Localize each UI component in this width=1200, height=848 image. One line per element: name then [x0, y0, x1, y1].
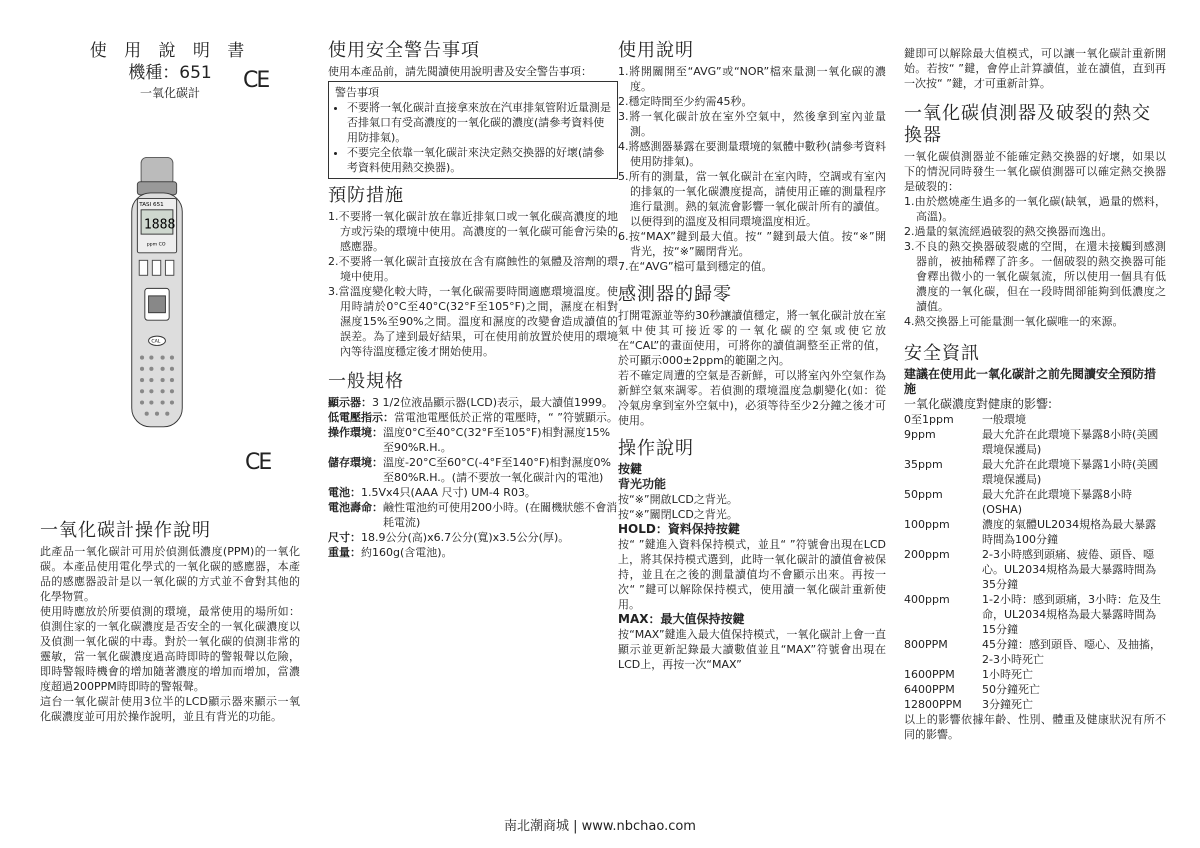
manual-title: 使 用 說 明 書	[89, 41, 251, 61]
precaution-item: 3.當溫度變化較大時，一氧化碳需要時間適應環境溫度。使用時請於0°C至40°C(32°F至105°F)之間，濕度在相對濕度15%至90%之間。溫度和濕度的改變會造成讀值的誤差。為了達到最好結果，可在使用前放置於使用的環境內等待溫度穩定後才開始使用。	[328, 285, 618, 358]
usage-item: 1.將開關開至“AVG”或“NOR”檔來量測一氧化碳的濃度。	[618, 65, 886, 93]
calibration-heading: 感測器的歸零	[618, 284, 732, 305]
precaution-item: 1.不要將一氧化碳計放在靠近排氣口或一氧化碳高濃度的地方或污染的環境中使用。高濃度的一氧化碳可能會污染的感應器。	[328, 210, 618, 253]
precaution-heading: 預防措施	[328, 185, 404, 206]
warning-title: 警告事項	[335, 86, 379, 99]
device-brand: TASI 651	[139, 202, 164, 209]
footer-link[interactable]: 南北潮商城 | www.nbchao.com	[504, 819, 696, 834]
calibration-paragraph-2: 若不確定周遭的空氣是否新鮮，可以將室內外空氣作為新鮮空氣來調零。若偵測的環境溫度急劇變化(如：從冷氣房拿到室外空氣中)，必須等待至少2分鐘之後才可使用。	[618, 369, 886, 427]
spec-row: 重量： 約160g(含電池)。	[328, 546, 453, 559]
backlight-line: 按“※”關閉LCD之背光。	[618, 508, 738, 521]
usage-item: 2.穩定時間至少約需45秒。	[618, 95, 753, 108]
effect-row: 1600PPM 1小時死亡	[904, 668, 1033, 681]
backlight-line: 按“※”開啟LCD之背光。	[618, 493, 738, 506]
usage-item: 3.將一氧化碳計放在室外空氣中，然後拿到室內並量測。	[618, 110, 886, 138]
effect-row: 800PPM 45分鐘：感到頭昏、噁心、及抽搐，2-3小時死亡	[904, 638, 1161, 666]
ce-mark-icon: CE	[243, 68, 269, 93]
model-number: 機種：651	[128, 63, 212, 83]
column-3	[618, 40, 886, 672]
spec-heading: 一般規格	[328, 371, 404, 392]
spec-row: 電池： 1.5Vx4只(AAA 尺寸) UM-4 R03。	[328, 486, 536, 499]
hx-item: 4.熱交換器上可能量測一氧化碳唯一的來源。	[904, 315, 1124, 328]
precaution-item: 2.不要將一氧化碳計直接放在含有腐蝕性的氣體及溶劑的環境中使用。	[328, 255, 618, 283]
co-meter-op-heading: 一氧化碳計操作說明	[40, 520, 211, 541]
usage-item: 5.所有的測量，當一氧化碳計在室內時，空調或有室內的排氣的一氧化碳濃度提高，請使用正確的測量程序進行量測。熱的氣流會影響一氧化碳計所有的讀值。以便得到的溫度及相同環境溫度相近。	[618, 170, 886, 228]
heat-exchanger-paragraph: 一氧化碳偵測器並不能確定熱交換器的好壞，如果以下的情況同時發生一氧化碳偵測器可以確定熱交換器是破裂的：	[904, 150, 1166, 193]
effect-row: 6400PPM 50分鐘死亡	[904, 683, 1040, 696]
warning-item: • 不要完全依靠一氧化碳計來決定熱交換器的好壞(請參考資料使用熱交換器)。	[347, 145, 611, 175]
safety-heading: 使用安全警告事項	[328, 40, 480, 61]
safety-info-sub: 建議在使用此一氧化碳計之前先閱讀安全預防措施	[904, 367, 1157, 396]
effects-note: 以上的影響依據年齡、性別、體重及健康狀況有所不同的影響。	[904, 713, 1166, 741]
op-paragraph-2: 使用時應放於所要偵測的環境，最常使用的場所如：偵測住家的一氧化碳濃度是否安全的一氧化碳濃度以及偵測一氧化碳的中毒。對於一氧化碳的偵測非常的靈敏，當一氧化碳濃度過高時即時的警報聲以危險，即時警報時機會的增加隨著濃度的增加而增加，當濃度超過200PPM時即時的警報聲。	[40, 605, 300, 693]
effects-title: 一氧化碳濃度對健康的影響:	[904, 397, 1053, 411]
max-title: MAX：最大值保持按鍵	[618, 612, 745, 626]
usage-heading: 使用說明	[618, 40, 694, 61]
usage-item: 6.按“MAX”鍵到最大值。按“ ”鍵到最大值。按“※”開背光，按“※”關閉背光。	[618, 230, 886, 258]
warning-item: • 不要將一氧化碳計直接拿來放在汽車排氣管附近量測是否排氣口有受高濃度的一氧化碳的濃度(請參考資料使用防排氣)。	[347, 100, 611, 145]
hx-item: 3.不良的熱交換器破裂處的空間，在還未接觸到感測器前，被抽稀釋了許多。一個破裂的熱交換器可能會釋出微小的一氧化碳氣流，所以使用一個具有低濃度的一氧化碳，但在一段時間卻能夠到低濃度之讀值。	[904, 240, 1166, 313]
max-paragraph: 按“MAX”鍵進入最大值保持模式，一氧化碳計上會一直顯示並更新記錄最大讀數值並且“MAX”符號會出現在LCD上，再按一次“MAX”	[618, 628, 886, 671]
column-4	[904, 46, 1166, 742]
co-meter-illustration-icon	[128, 148, 186, 440]
device-unit: ppm CO	[146, 242, 166, 248]
keys-subheading: 按鍵	[618, 462, 643, 476]
usage-item: 7.在“AVG”檔可量到穩定的值。	[618, 260, 773, 273]
operation-heading: 操作說明	[618, 438, 694, 459]
effect-row: 9ppm 最大允許在此環境下暴露8小時(美國環境保護局)	[904, 428, 1159, 456]
hx-item: 1.由於燃燒產生過多的一氧化碳(缺氧，過量的燃料，高溫)。	[904, 195, 1166, 223]
op-paragraph-1: 此產品一氧化碳計可用於偵測低濃度(PPM)的一氧化碳。本產品使用電化學式的一氧化碳的感應器，本產品的感應器設計是以一氧化碳的方式並不會對其他的化學物質。	[40, 545, 300, 603]
effect-row: 35ppm 最大允許在此環境下暴露1小時(美國環境保護局)	[904, 458, 1159, 486]
spec-row: 低電壓指示： 當電池電壓低於正常的電壓時，“ ”符號顯示。	[328, 411, 618, 424]
spec-row: 操作環境： 溫度0°C至40°C(32°F至105°F)相對濕度15%至90%R.H.。	[328, 426, 611, 454]
hold-paragraph: 按“ ”鍵進入資料保持模式，並且“ ”符號會出現在LCD上，將其保持模式選到，此時一氧化碳計的讀值會被保持，並且在之後的測量讀值均不會顯示出來。再按一次“ ”鍵可以解除保持模式，使用讀一氧化碳計重新使用。	[618, 538, 886, 611]
calibration-paragraph-1: 打開電源並等約30秒讓讀值穩定，將一氧化碳計放在室氣中使其可接近零的一氧化碳的空氣或使它放在“CAL”的畫面使用，可將你的讀值調整至正常的值，於可顯示000±2ppm的範圍之內。	[618, 309, 886, 367]
device-cal: CAL	[151, 339, 161, 345]
hold-title: HOLD：資料保持按鍵	[618, 522, 740, 536]
spec-row: 尺寸： 18.9公分(高)x6.7公分(寬)x3.5公分(厚)。	[328, 531, 570, 544]
usage-item: 4.將感測器暴露在要測量環境的氣體中數秒(請參考資料使用防排氣)。	[618, 140, 886, 168]
ce-mark-icon-2: CE	[245, 450, 271, 475]
column-1	[40, 40, 300, 724]
spec-row: 顯示器： 3 1/2位液晶顯示器(LCD)表示，最大讀值1999。	[328, 396, 614, 409]
heat-exchanger-heading: 一氧化碳偵測器及破裂的熱交換器	[904, 103, 1151, 146]
effect-row: 200ppm 2-3小時感到頭痛、疲倦、頭昏、噁心。UL2034規格為最大暴露時間為35分鐘	[904, 548, 1157, 591]
max-continued: 鍵即可以解除最大值模式，可以讓一氧化碳計重新開始。若按“ ”鍵，會停止計算讀值，並在讀值，直到再一次按“ ”鍵，才可重新計算。	[904, 47, 1166, 90]
safety-info-heading: 安全資訊	[904, 343, 980, 364]
hx-item: 2.過量的氣流經過破裂的熱交換器而逸出。	[904, 225, 1113, 238]
effect-row: 0至1ppm 一般環境	[904, 413, 1026, 426]
safety-intro: 使用本產品前，請先閱讀使用說明書及安全警告事項：	[328, 65, 592, 78]
spec-row: 電池壽命： 鹼性電池約可使用200小時。(在關機狀態不會消耗電流)	[328, 501, 618, 529]
effect-row: 400ppm 1-2小時：感到頭痛，3小時：危及生命，UL2034規格為最大暴露時間為15分鐘	[904, 593, 1161, 636]
product-subtitle: 一氧化碳計	[139, 86, 200, 100]
effect-row: 100ppm 濃度的氣體UL2034規格為最大暴露時間為100分鐘	[904, 518, 1157, 546]
column-2	[328, 40, 618, 560]
effect-row: 50ppm 最大允許在此環境下暴露8小時(OSHA)	[904, 488, 1132, 516]
spec-row: 儲存環境： 溫度-20°C至60°C(-4°F至140°F)相對濕度0%至80%R.H.。(請不要放一氧化碳計內的電池)	[328, 456, 611, 484]
warning-box	[328, 81, 618, 179]
op-paragraph-3: 這台一氧化碳計使用3位半的LCD顯示器來顯示一氧化碳濃度並可用於操作說明，並且有背光的功能。	[40, 695, 300, 723]
device-display: 1888	[143, 217, 176, 233]
effect-row: 12800PPM 3分鐘死亡	[904, 698, 1033, 711]
backlight-subheading: 背光功能	[618, 477, 667, 491]
